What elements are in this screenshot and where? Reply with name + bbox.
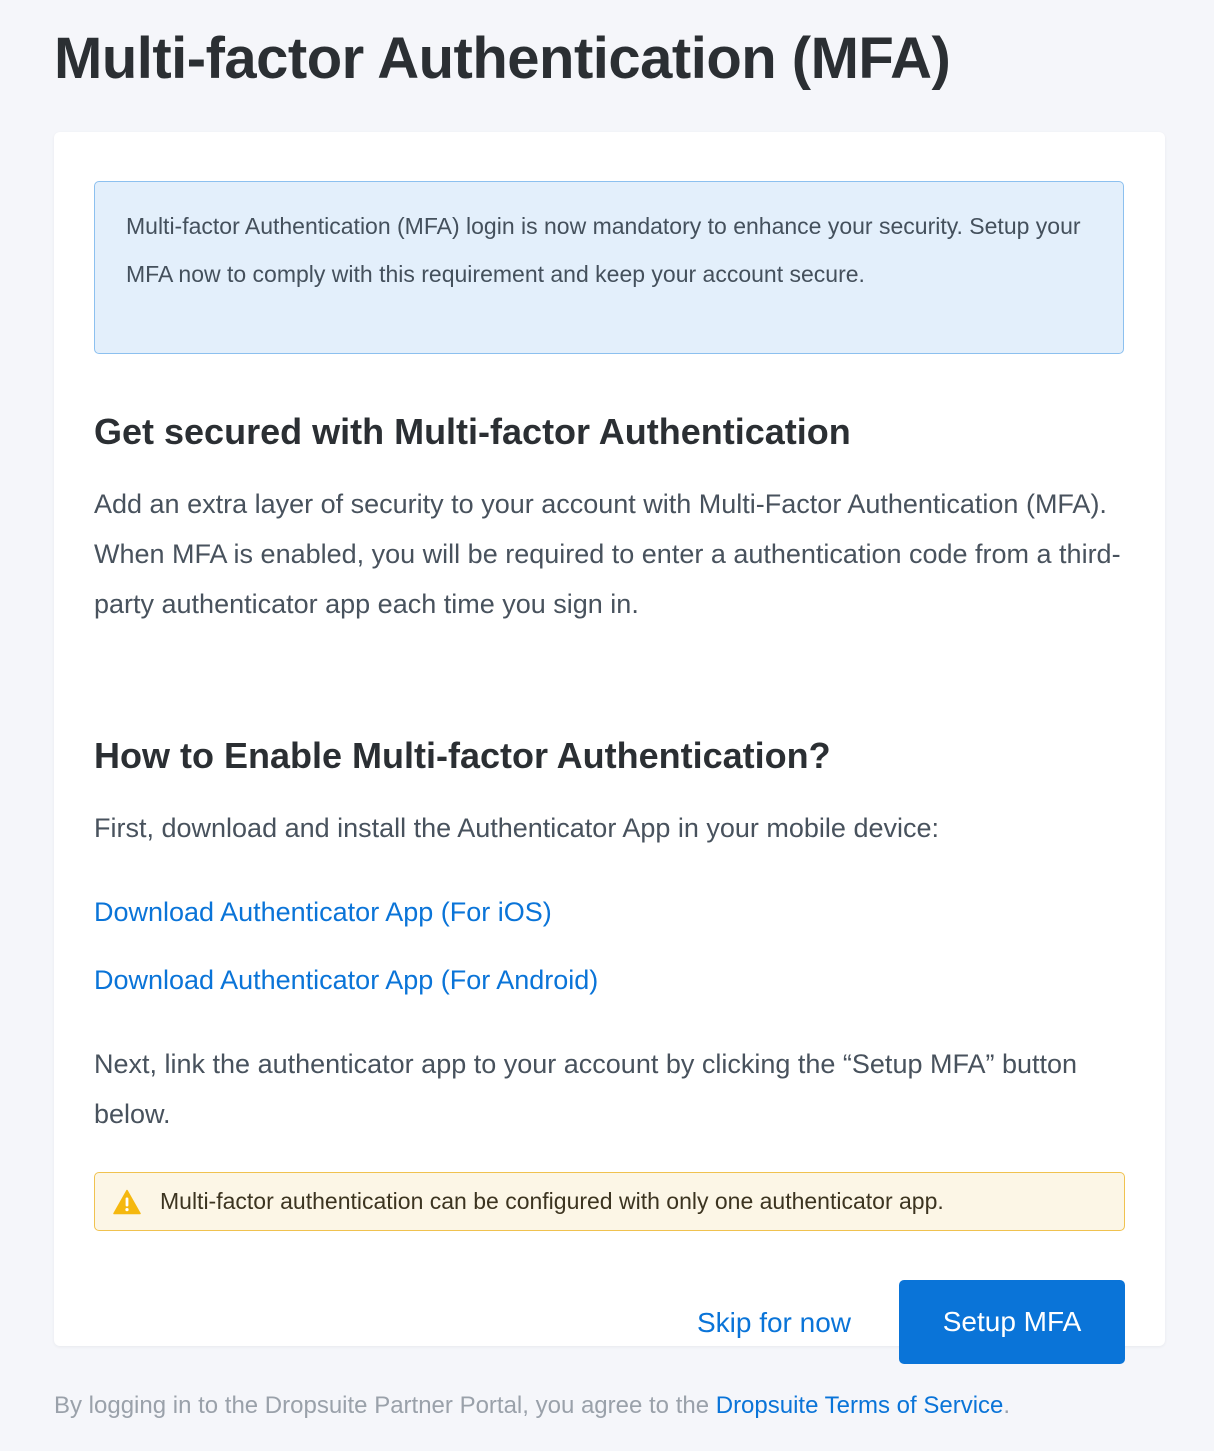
skip-for-now-button[interactable]: Skip for now [684,1299,864,1347]
download-ios-link[interactable]: Download Authenticator App (For iOS) [94,897,552,927]
warning-alert [94,1172,1125,1231]
next-step-text: Next, link the authenticator app to your account by clicking the “Setup MFA” button below. [94,1049,1078,1129]
info-alert-text: Multi-factor Authentication (MFA) login is now mandatory to enhance your security. Setup your MFA now to comply with this requirement and keep your account secure. [126,213,1081,287]
enable-heading: How to Enable Multi-factor Authentication? [94,735,831,776]
mfa-card [54,132,1165,1346]
secured-description: Add an extra layer of security to your account with Multi-Factor Authentication (MFA). When MFA is enabled, you will be required to enter a authentication code from a third-party authenticator app each time you sign in. [94,489,1121,619]
footer-text: By logging in to the Dropsuite Partner Portal, you agree to the [54,1392,716,1419]
warning-triangle-icon [112,1188,142,1216]
first-step-text: First, download and install the Authenticator App in your mobile device: [94,813,939,843]
setup-mfa-button[interactable]: Setup MFA [899,1280,1125,1364]
footer-period: . [1003,1392,1011,1419]
page-title: Multi-factor Authentication (MFA) [54,26,951,91]
footer-terms [54,1388,1010,1424]
download-android-link[interactable]: Download Authenticator App (For Android) [94,965,599,995]
secured-heading: Get secured with Multi-factor Authentication [94,411,851,452]
warning-alert-text: Multi-factor authentication can be configured with only one authenticator app. [160,1188,944,1214]
info-alert [94,181,1124,354]
terms-of-service-link[interactable]: Dropsuite Terms of Service [715,1392,1004,1419]
